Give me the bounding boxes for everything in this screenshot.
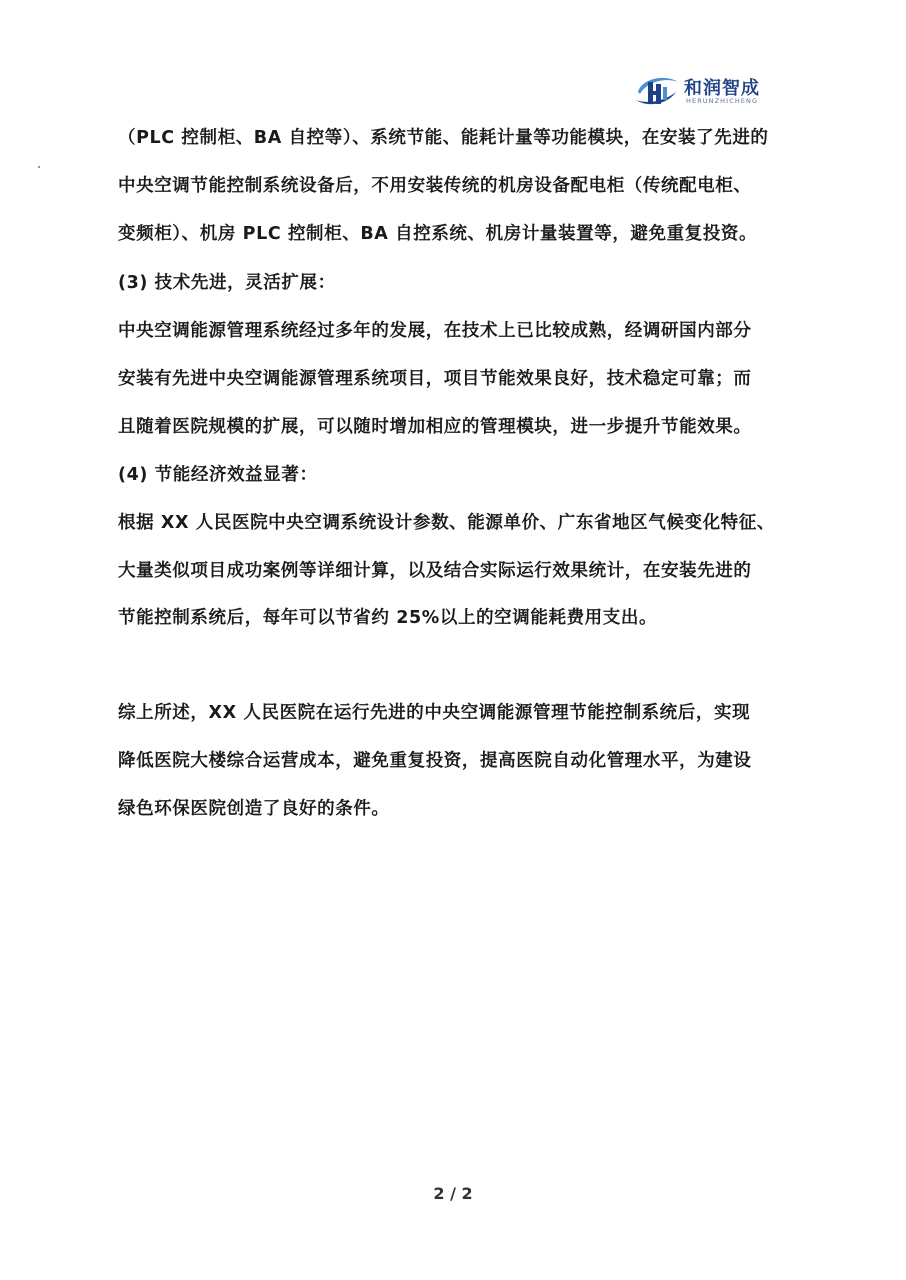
paragraph-line: 中央空调能源管理系统经过多年的发展，在技术上已比较成熟，经调研国内部分 <box>118 321 752 341</box>
paragraph-line: 根据 XX 人民医院中央空调系统设计参数、能源单价、广东省地区气候变化特征、 <box>118 513 775 533</box>
page-number: 2 / 2 <box>433 1184 473 1203</box>
section-heading: (3) 技术先进，灵活扩展： <box>118 273 336 293</box>
paragraph-line: 变频柜）、机房 PLC 控制柜、BA 自控系统、机房计量装置等，避免重复投资。 <box>118 224 758 244</box>
section-heading: (4) 节能经济效益显著： <box>118 465 318 485</box>
paragraph-line: 绿色环保医院创造了良好的条件。 <box>118 799 390 819</box>
paragraph-line: 综上所述，XX 人民医院在运行先进的中央空调能源管理节能控制系统后，实现 <box>118 703 751 723</box>
paragraph-line: 降低医院大楼综合运营成本，避免重复投资，提高医院自动化管理水平，为建设 <box>118 751 752 771</box>
paragraph-line: 且随着医院规模的扩展，可以随时增加相应的管理模块，进一步提升节能效果。 <box>118 417 752 437</box>
paragraph-line: 大量类似项目成功案例等详细计算，以及结合实际运行效果统计，在安装先进的 <box>118 561 752 581</box>
paragraph-line: 安装有先进中央空调能源管理系统项目，项目节能效果良好，技术稳定可靠；而 <box>118 369 752 389</box>
paragraph-line: 节能控制系统后，每年可以节省约 25%以上的空调能耗费用支出。 <box>118 608 658 628</box>
scan-artifact <box>38 166 40 168</box>
company-logo <box>632 70 760 110</box>
paragraph-line: （PLC 控制柜、BA 自控等）、系统节能、能耗计量等功能模块，在安装了先进的 <box>118 128 769 148</box>
paragraph-line: 中央空调节能控制系统设备后，不用安装传统的机房设备配电柜（传统配电柜、 <box>118 176 752 196</box>
logo-subtitle: HERUNZHICHENG <box>686 97 759 105</box>
logo-mark-icon <box>632 70 680 110</box>
logo-name: 和润智成 <box>684 78 760 99</box>
